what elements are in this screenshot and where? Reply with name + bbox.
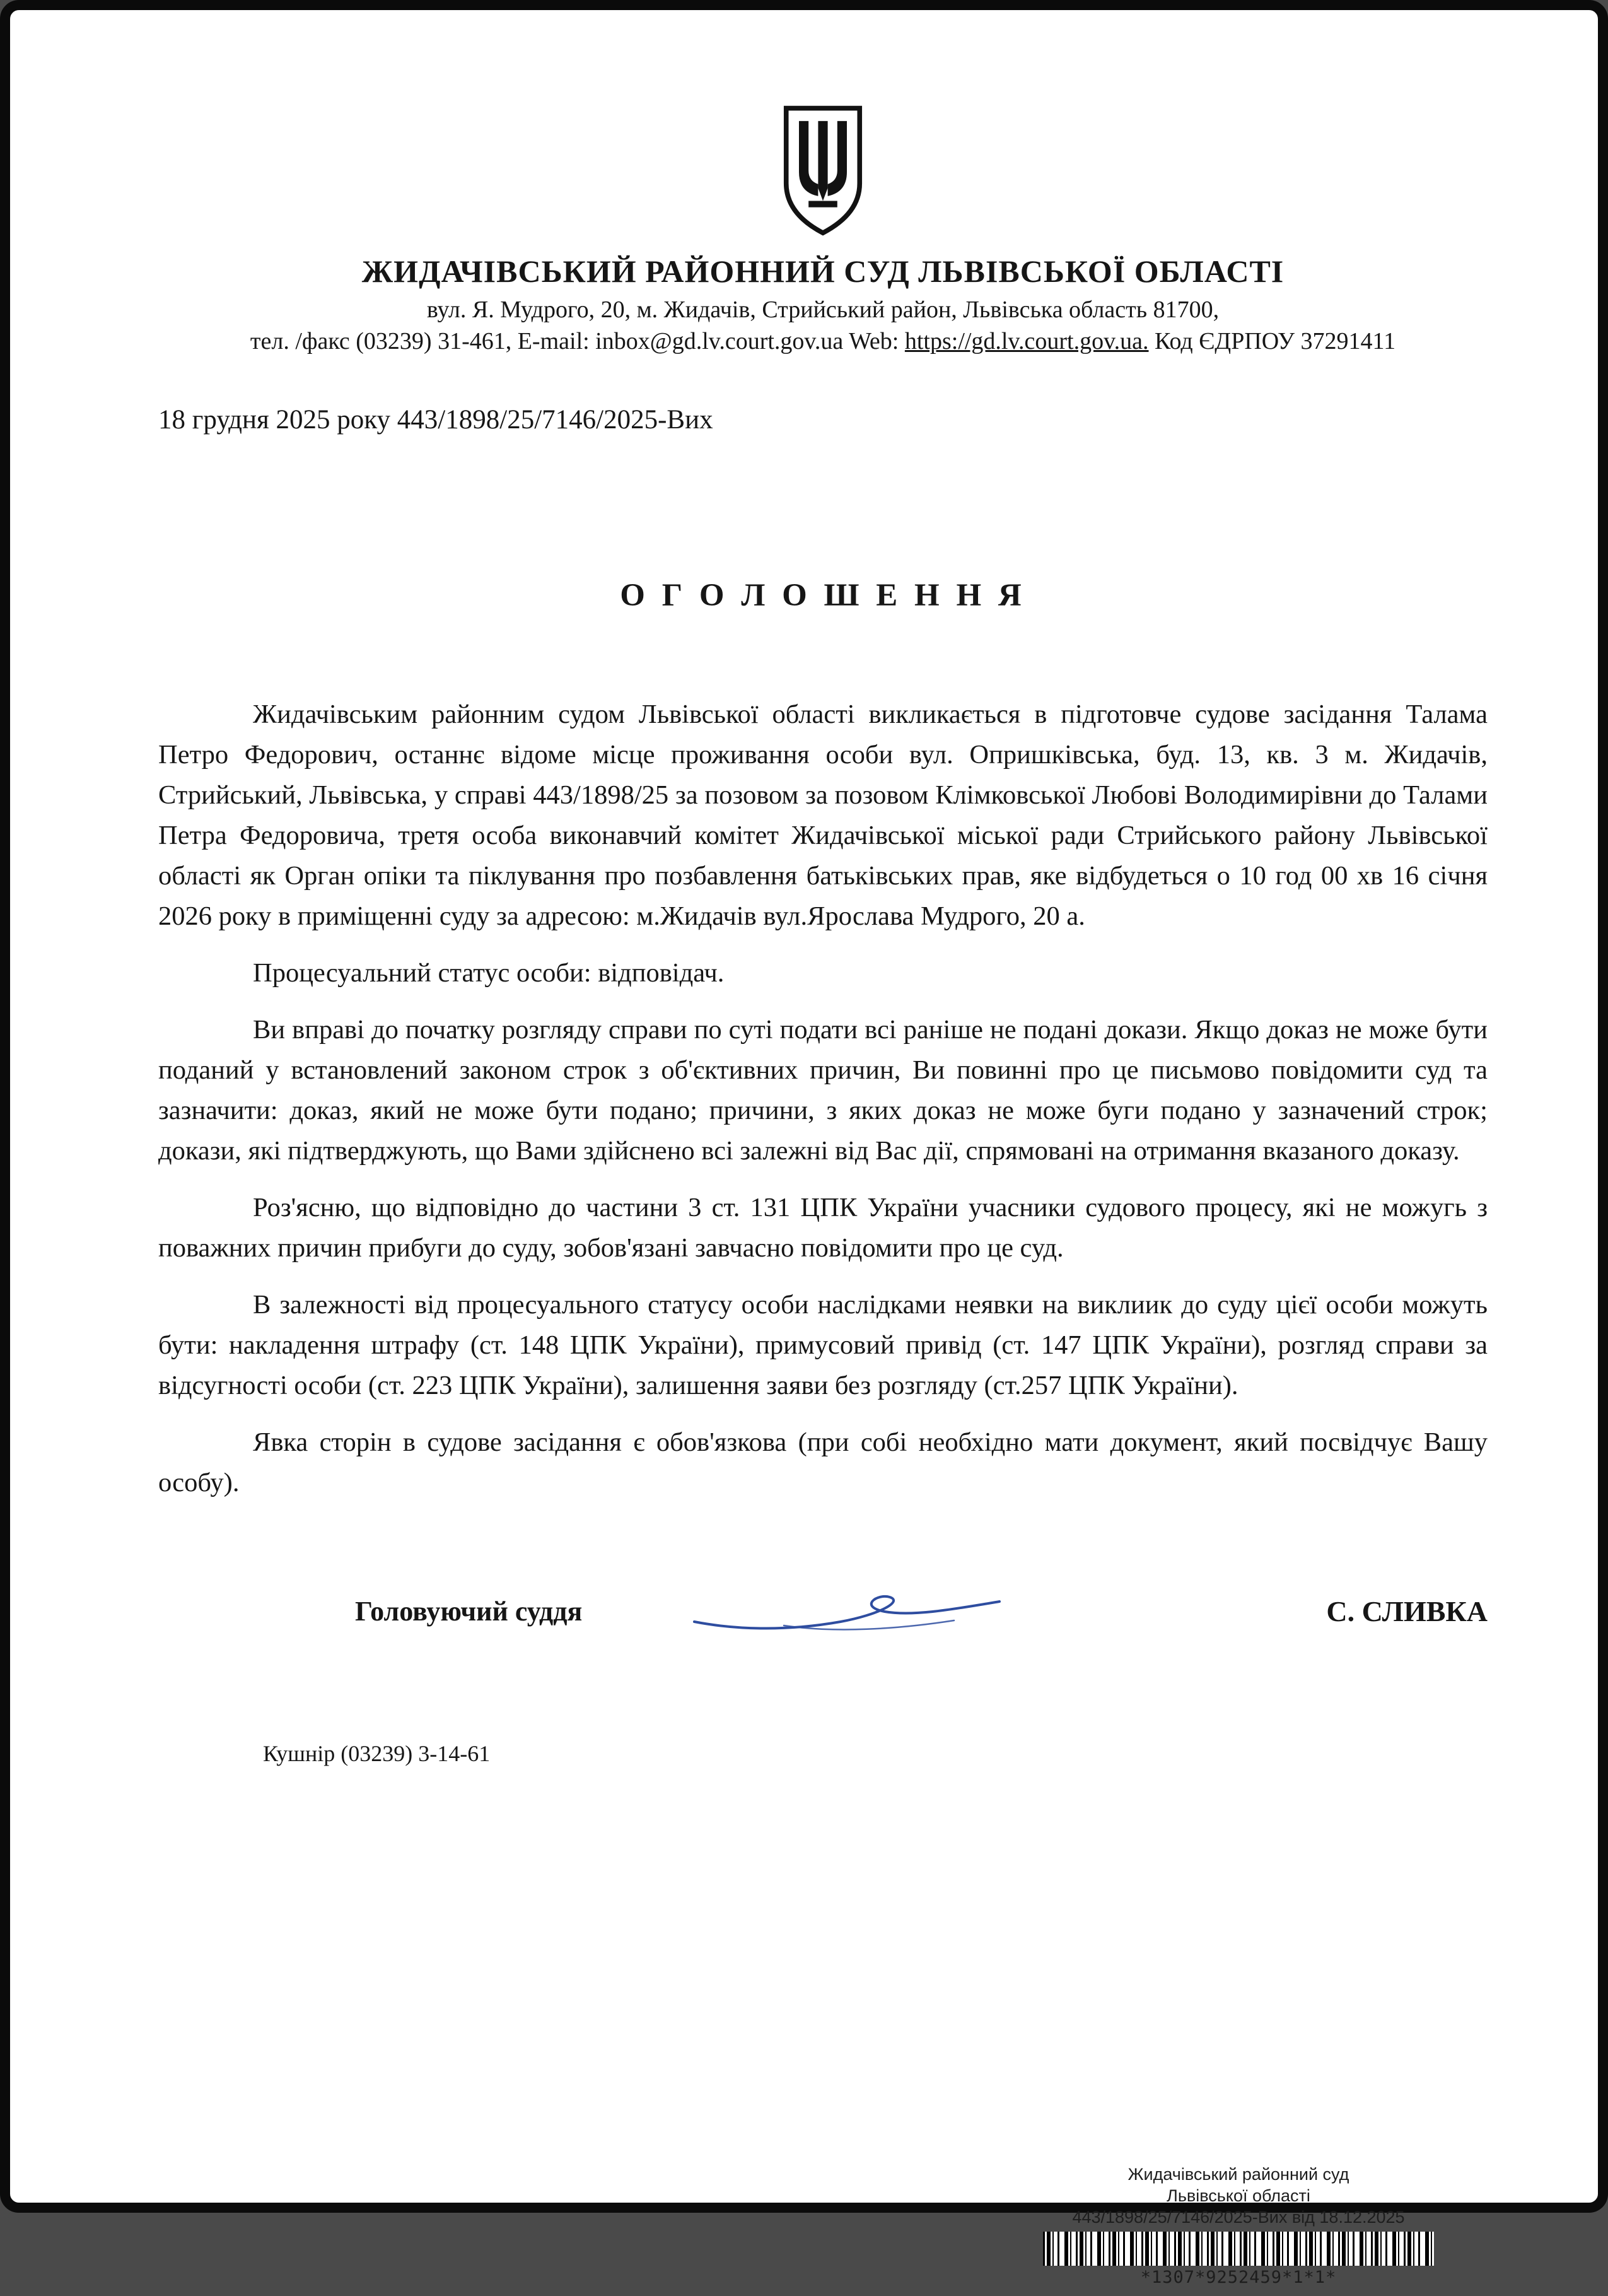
- judge-name: С. СЛИВКА: [1326, 1595, 1488, 1627]
- body-paragraph: Роз'ясню, що відповідно до частини 3 ст. 131 ЦПК України учасники судового процесу, які не можугь з поважних причин прибуги до суду, зобов'язані завчасно повідомити про це суд.: [158, 1193, 1488, 1263]
- body-paragraph: Жидачівським районним судом Львівської області викликається в підготовче судове засідання Талама Петро Федорович, останнє відоме місце проживання особи вул. Опришківська, буд. 13, кв. 3 м. Жидачів, Стрийський, Львівська, у справі 443/1898/25 за позовом за позовом Клімковської Любові Володимирівни до Талами Петра Федоровича, третя особа виконавчий комітет Жидачівської міської ради Стрийського району Львівської області як Орган опіки та піклування про позбавлення батьківських прав, яке відбудеться о 10 год 00 хв 16 січня 2026 року в приміщенні суду за адресою: м.Жидачів вул.Ярослава Мудрого, 20 а.: [158, 700, 1488, 932]
- document-date-and-number: 18 грудня 2025 року 443/1898/25/7146/2025-Вих: [158, 405, 713, 435]
- barcode-text: *1307*9252459*1*1*: [1140, 2268, 1337, 2287]
- stamp-doc-number-line: 443/1898/25/7146/2025-Вих від 18.12.2025: [1072, 2208, 1405, 2227]
- registration-stamp: [1018, 2164, 1459, 2288]
- judge-role-label: Головуючий суддя: [355, 1595, 583, 1627]
- stamp-court-name-line1: Жидачівський районний суд: [1127, 2165, 1349, 2184]
- document-body: [158, 694, 1488, 1503]
- body-paragraph: Явка сторін в судове засідання є обов'язкова (при собі необхідно мати документ, який посвідчує Вашу особу).: [158, 1427, 1488, 1498]
- ukraine-trident-emblem-icon: [775, 103, 871, 239]
- signature-block: [158, 1576, 1488, 1646]
- court-address: вул. Я. Мудрого, 20, м. Жидачів, Стрийський район, Львівська область 81700,: [426, 296, 1220, 324]
- document-content: [10, 103, 1598, 2296]
- court-contacts: [158, 327, 1488, 355]
- body-paragraph: В залежності від процесуального статусу особи наслідками неявки на виклиик до суду цієї особи можуть бути: накладення штрафу (ст. 148 ЦПК України), примусовий привід (ст. 147 ЦПК України), розгляд справи за відсугності особи (ст. 223 ЦПК України), залишення заяви без розгляду (ст.257 ЦПК України).: [158, 1290, 1488, 1401]
- court-website-url: https://gd.lv.court.gov.ua.: [904, 328, 1149, 355]
- handwritten-signature: [689, 1576, 1005, 1646]
- court-name: ЖИДАЧІВСЬКИЙ РАЙОННИЙ СУД ЛЬВІВСЬКОЇ ОБЛАСТІ: [361, 254, 1285, 290]
- barcode: [1043, 2232, 1434, 2266]
- contact-suffix: Код ЄДРПОУ 37291411: [1148, 328, 1396, 355]
- document-title: О Г О Л О Ш Е Н Н Я: [620, 578, 1026, 614]
- contact-prefix: тел. /факс (03239) 31-461, E-mail: inbox@gd.lv.court.gov.ua Web:: [250, 328, 905, 355]
- clerk-contact-line: Кушнір (03239) 3-14-61: [263, 1741, 491, 1767]
- stamp-court-name-line2: Львівської області: [1167, 2186, 1310, 2205]
- body-paragraph: Ви вправі до початку розгляду справи по суті подати всі раніше не подані докази. Якщо доказ не може бути поданий у встановлений законом строк з об'єктивних причин, Ви повинні про це письмово повідомити суд та зазначити: доказ, який не може бути подано; причини, з яких доказ не може буги подано у зазначений строк; докази, які підтверджують, що Вами здійснено всі залежні від Вас дії, спрямовані на отримання вказаного доказу.: [158, 1015, 1488, 1166]
- body-paragraph: Процесуальний статус особи: відповідач.: [253, 958, 725, 988]
